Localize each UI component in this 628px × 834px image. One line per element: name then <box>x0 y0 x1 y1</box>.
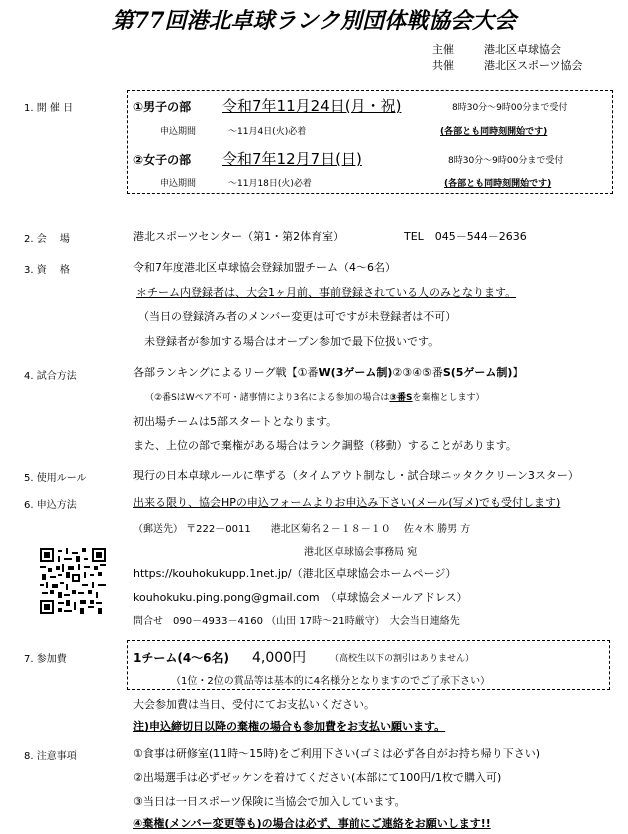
format-line-2-pre: （②番SはWペア不可・諸事情により3名による参加の場合は <box>145 393 390 403</box>
notes-item-1: ①食事は研修室(11時～15時)をご利用下さい(ゴミは必ず各自がお持ち帰り下さい) <box>133 747 541 760</box>
fee-amount-note: （高校生以下の割引はありません） <box>330 654 475 664</box>
format-line-1-s: S(5ゲーム制) <box>442 366 513 379</box>
format-line-4: また、上位の部で棄権がある場合はランク調整（移動）することがあります。 <box>133 439 517 452</box>
format-line-3: 初出場チームは5部スタートとなります。 <box>133 415 338 428</box>
format-line-1-pre: 各部ランキングによるリーグ戦【①番 <box>133 366 319 379</box>
eligibility-heading: 3. 資 格 <box>24 265 70 276</box>
venue-tel: TEL 045－544－2636 <box>404 230 527 243</box>
application-line-1: 出来る限り、協会HPの申込フォームよりお申込み下さい(メール(写メ)でも受付します) <box>133 496 561 509</box>
men-deadline: ～11月4日(火)必着 <box>228 127 307 137</box>
eligibility-line-1: 令和7年度港北区卓球協会登録加盟チーム（4～6名） <box>133 261 396 274</box>
women-label: ②女子の部 <box>133 153 192 167</box>
fee-note-1: （1位・2位の賞品等は基本的に4名様分となりますのでご了承下さい） <box>171 676 491 687</box>
fee-amount-label: 1チーム(4～6名) <box>133 651 230 665</box>
application-url[interactable]: https://kouhokukupp.1net.jp/（港北区卓球協会ホームページ） <box>133 567 457 580</box>
eligibility-line-2: ＊チーム内登録者は、大会1ヶ月前、事前登録されている人のみとなります。 <box>136 286 517 299</box>
women-date: 令和7年12月7日(日) <box>222 150 362 168</box>
notes-item-3: ③当日は一日スポーツ保険に当協会で加入しています。 <box>133 795 406 808</box>
men-deadline-label: 申込期間 <box>160 127 197 137</box>
fee-heading: 7. 参加費 <box>24 654 67 665</box>
notes-heading: 8. 注意事項 <box>24 751 77 762</box>
men-date: 令和7年11月24日(月・祝) <box>222 97 402 115</box>
men-reception: 8時30分～9時00分まで受付 <box>452 103 568 113</box>
application-contact: 問合せ 090－4933－4160 （山田 17時～21時厳守） 大会当日連絡先 <box>133 616 460 627</box>
format-line-1-w: W(3ゲーム制) <box>318 366 393 379</box>
page-title: 第77回港北卓球ランク別団体戦協会大会 <box>111 8 517 34</box>
sponsor-value-2: 港北区スポーツ協会 <box>484 59 583 72</box>
men-note: (各部とも同時刻開始です) <box>440 127 548 137</box>
format-line-2-end: を棄権とします） <box>412 393 485 403</box>
sponsor-value-1: 港北区卓球協会 <box>484 43 561 56</box>
format-line-1-end: 】 <box>512 366 524 379</box>
sponsor-label-2: 共催 <box>432 59 454 72</box>
application-email[interactable]: kouhokuku.ping.pong@gmail.com （卓球協会メールアドレス） <box>133 591 468 604</box>
venue-heading: 2. 会 場 <box>24 234 70 245</box>
fee-amount: 4,000円 <box>252 650 307 666</box>
rules-text: 現行の日本卓球ルールに準ずる（タイムアウト制なし・試合球ニッタククリーン3スター） <box>133 469 579 482</box>
application-line-3: 港北区卓球協会事務局 宛 <box>304 547 418 558</box>
venue-text: 港北スポーツセンター（第1・第2体育室） <box>133 230 345 243</box>
date-heading: 1. 開 催 日 <box>24 103 74 114</box>
women-note: (各部とも同時刻開始です) <box>444 179 552 189</box>
application-heading: 6. 申込方法 <box>24 500 77 511</box>
men-label: ①男子の部 <box>133 100 192 114</box>
sponsor-label-1: 主催 <box>432 43 454 56</box>
women-reception: 8時30分～9時00分まで受付 <box>448 156 564 166</box>
format-line-2-mark: ③番S <box>389 393 413 403</box>
format-heading: 4. 試合方法 <box>24 371 77 382</box>
notes-item-2: ②出場選手は必ずゼッケンを着けてください(本部にて100円/1枚で購入可) <box>133 771 502 784</box>
format-line-1 <box>133 364 523 380</box>
fee-note-3: 注)申込締切日以降の棄権の場合も参加費をお支払い願います。 <box>133 720 446 733</box>
qr-code-icon[interactable] <box>40 548 106 614</box>
women-deadline-label: 申込期間 <box>160 179 197 189</box>
women-deadline: ～11月18日(火)必着 <box>228 179 312 189</box>
fee-note-2: 大会参加費は当日、受付にてお支払いください。 <box>133 698 375 711</box>
application-line-2: （郵送先） 〒222－0011 港北区菊名２－１８－１０ 佐々木 勝男 方 <box>133 524 471 535</box>
eligibility-line-3: （当日の登録済み者のメンバー変更は可ですが未登録者は不可） <box>138 310 457 323</box>
format-line-1-mid: ②③④⑤番 <box>392 366 443 379</box>
rules-heading: 5. 使用ルール <box>24 473 87 484</box>
eligibility-line-4: 未登録者が参加する場合はオープン参加で最下位扱いです。 <box>144 335 440 348</box>
format-line-2 <box>145 390 485 403</box>
notes-item-4: ④棄権(メンバー変更等も)の場合は必ず、事前にご連絡をお願いします!! <box>133 817 491 830</box>
